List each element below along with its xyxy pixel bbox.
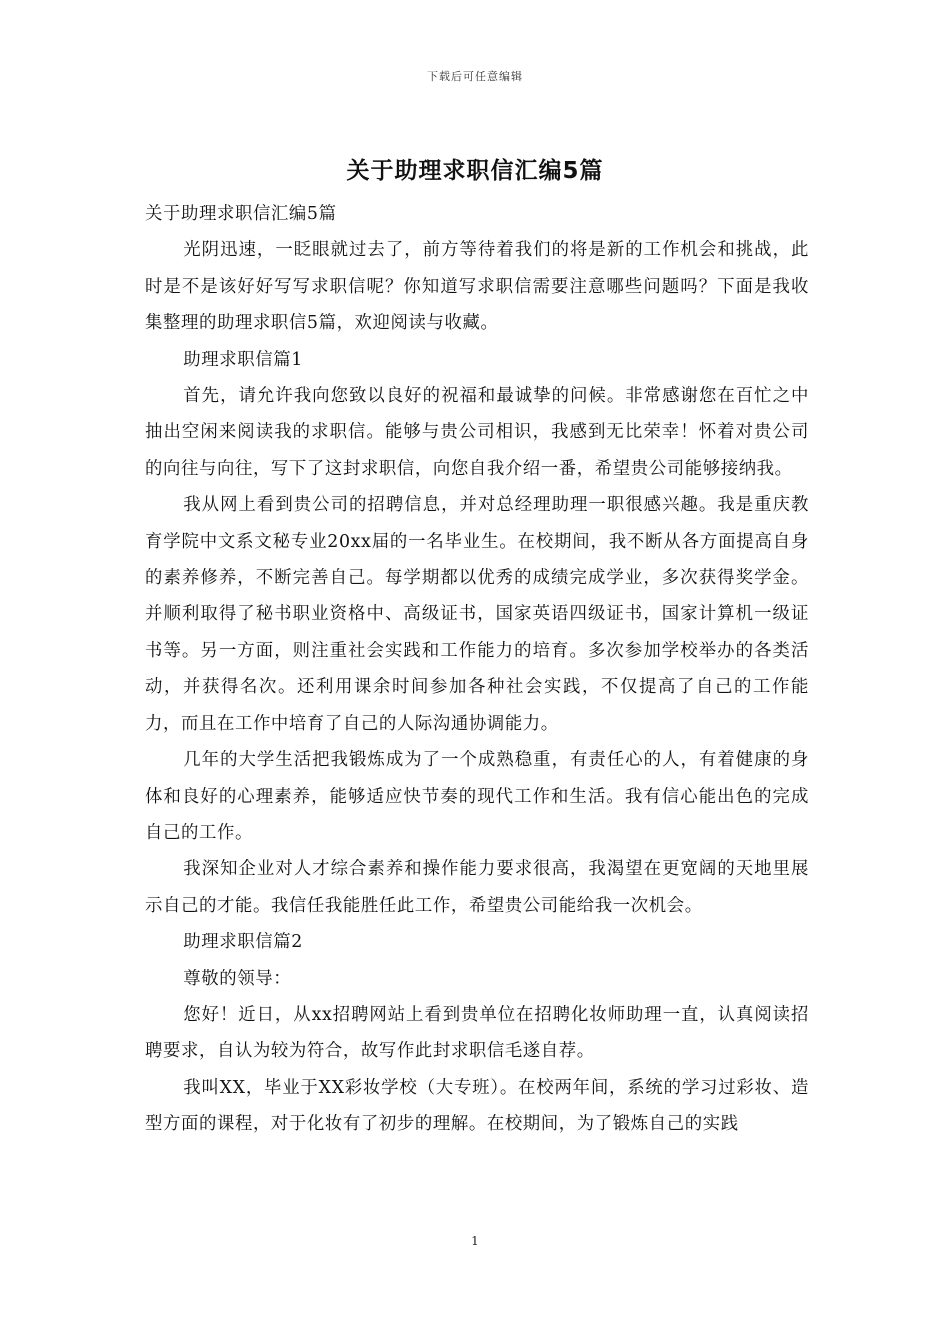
paragraph-letter1-character: 几年的大学生活把我锻炼成为了一个成熟稳重，有责任心的人，有着健康的身体和良好的心理素养，能够适应快节奏的现代工作和生活。我有信心能出色的完成自己的工作。 (145, 750, 809, 843)
section-heading-letter-1: 助理求职信篇1 (183, 349, 303, 370)
paragraph-letter2-background: 我叫XX，毕业于XX彩妆学校（大专班）。在校两年间，系统的学习过彩妆、造型方面的课程，对于化妆有了初步的理解。在校期间，为了锻炼自己的实践 (145, 1077, 809, 1135)
document-subtitle: 关于助理求职信汇编5篇 (145, 204, 337, 224)
document-title: 关于助理求职信汇编5篇 (346, 158, 604, 184)
document-body (145, 196, 809, 1143)
paragraph-letter2-salutation: 尊敬的领导： (183, 968, 292, 989)
paragraph-letter2-opening: 您好！近日，从xx招聘网站上看到贵单位在招聘化妆师助理一直，认真阅读招聘要求，自认为较为符合，故写作此封求职信毛遂自荐。 (145, 1004, 809, 1062)
header-note: 下载后可任意编辑 (427, 70, 523, 83)
paragraph-letter1-closing: 我深知企业对人才综合素养和操作能力要求很高，我渴望在更宽阔的天地里展示自己的才能。我信任我能胜任此工作，希望贵公司能给我一次机会。 (145, 859, 809, 916)
page-number: 1 (471, 1234, 479, 1248)
section-heading-letter-2: 助理求职信篇2 (183, 932, 303, 953)
paragraph-intro: 光阴迅速，一眨眼就过去了，前方等待着我们的将是新的工作机会和挑战，此时是不是该好好写写求职信呢？你知道写求职信需要注意哪些问题吗？下面是我收集整理的助理求职信5篇，欢迎阅读与收藏。 (145, 240, 809, 334)
paragraph-letter1-greeting: 首先，请允许我向您致以良好的祝福和最诚挚的问候。非常感谢您在百忙之中抽出空闲来阅读我的求职信。能够与贵公司相识，我感到无比荣幸！怀着对贵公司的向往与向往，写下了这封求职信，向您自我介绍一番，希望贵公司能够接纳我。 (145, 386, 809, 479)
paragraph-letter1-background: 我从网上看到贵公司的招聘信息，并对总经理助理一职很感兴趣。我是重庆教育学院中文系文秘专业20xx届的一名毕业生。在校期间，我不断从各方面提高自身的素养修养，不断完善自己。每学期都以优秀的成绩完成学业，多次获得奖学金。并顺利取得了秘书职业资格中、高级证书，国家英语四级证书，国家计算机一级证书等。另一方面，则注重社会实践和工作能力的培育。多次参加学校举办的各类活动，并获得名次。还利用课余时间参加各种社会实践，不仅提高了自己的工作能力，而且在工作中培育了自己的人际沟通协调能力。 (145, 495, 809, 734)
